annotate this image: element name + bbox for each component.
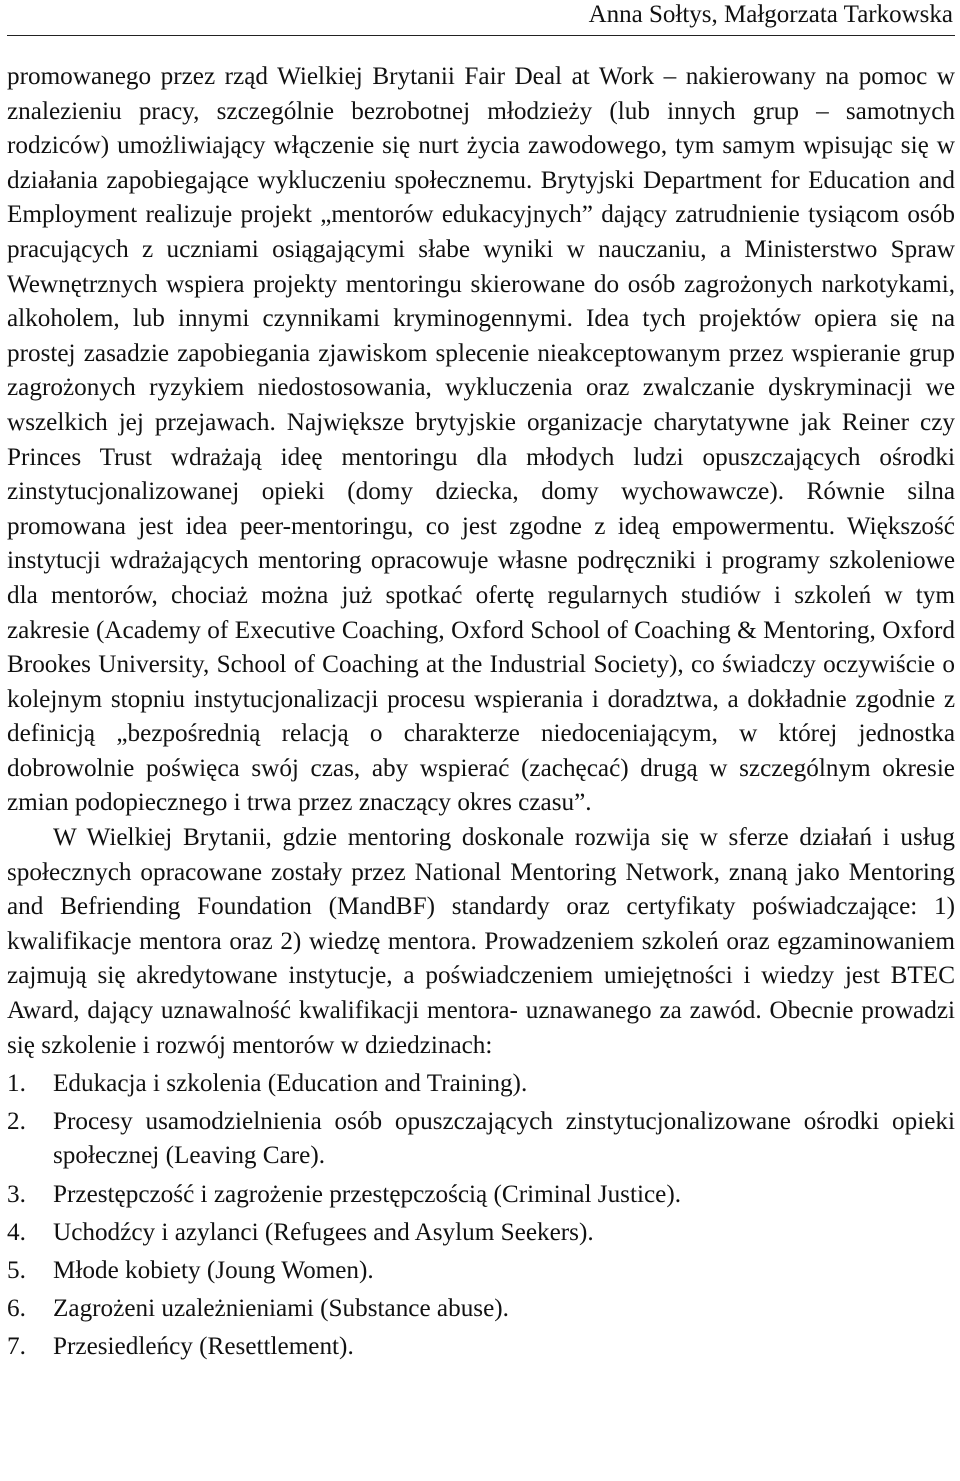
list-item: [7, 1330, 955, 1365]
list-item: [7, 1216, 955, 1251]
paragraph-continuation: promowanego przez rząd Wielkiej Brytanii Fair Deal at Work – nakierowany na pomoc w znalezieniu pracy, szczególnie bezrobotnej młodzieży (lub innych grup – samotnych rodziców) umożliwiający włączenie się nurt życia zawodowego, tym samym wpisując się w działania zapobiegające wykluczeniu społecznemu. Brytyjski Department for Education and Employment realizuje projekt „mentorów edukacyjnych” dający zatrudnienie tysiącom osób pracujących z uczniami osiągającymi słabe wyniki w nauczaniu, a Ministerstwo Spraw Wewnętrznych wspiera projekty mentoringu skierowane do osób zagrożonych narkotykami, alkoholem, lub innymi czynnikami kryminogennymi. Idea tych projektów opiera się na prostej zasadzie zapobiegania zjawiskom splecenie nieakceptowanym przez wspieranie grup zagrożonych ryzykiem niedostosowania, wykluczenia oraz zwalczanie dyskryminacji we wszelkich jej przejawach. Największe brytyjskie organizacje charytatywne jak Reiner czy Princes Trust wdrażają ideę mentoringu dla młodych ludzi opuszczających ośrodki zinstytucjonalizowanej opieki (domy dziecka, domy wychowawcze). Równie silna promowana jest idea peer-mentoringu, co jest zgodne z ideą empowermentu. Większość instytucji wdrażających mentoring opracowuje własne podręczniki i programy szkoleniowe dla mentorów, chociaż można już spotkać ofertę regularnych studiów i szkoleń w tym zakresie (Academy of Executive Coaching, Oxford School of Coaching & Mentoring, Oxford Brookes University, School of Coaching at the Industrial Society), co świadczy oczywiście o kolejnym stopniu instytucjonalizacji procesu wspierania i doradztwa, a dokładnie zgodnie z definicją „bezpośrednią relacją o charakterze niedoceniającym, w której jednostka dobrowolnie poświęca swój czas, aby wspierać (zachęcać) drugą w szczególnym okresie zmian podopiecznego i trwa przez znaczący okres czasu”.: [7, 63, 955, 817]
list-item-text: Przestępczość i zagrożenie przestępczością (Criminal Justice).: [53, 1180, 682, 1208]
list-item: [7, 1067, 955, 1102]
list-item: [7, 1292, 955, 1327]
list-item-text: Zagrożeni uzależnieniami (Substance abuse).: [53, 1294, 509, 1322]
list-item-text: Edukacja i szkolenia (Education and Training).: [53, 1069, 528, 1097]
paragraph-uk-mentoring: W Wielkiej Brytanii, gdzie mentoring doskonale rozwija się w sferze działań i usług społecznych opracowane zostały przez National Mentoring Network, znaną jako Mentoring and Befriending Foundation (MandBF) standardy oraz certyfikaty poświadczające: 1) kwalifikacje mentora oraz 2) wiedzę mentora. Prowadzeniem szkoleń oraz egzaminowaniem zajmują się akredytowane instytucje, a poświadczeniem umiejętności i wiedzy jest BTEC Award, dający uznawalność kwalifikacji mentora- uznawanego za zawód. Obecnie prowadzi się szkolenie i rozwój mentorów w dziedzinach:: [7, 824, 955, 1059]
list-item-number: 4.: [7, 1218, 26, 1246]
list-item-number: 7.: [7, 1332, 26, 1360]
mentoring-areas-list: [7, 1067, 955, 1365]
document-page: [7, 0, 955, 1364]
list-item-number: 3.: [7, 1180, 26, 1208]
list-item-number: 2.: [7, 1107, 26, 1135]
list-item-text: Młode kobiety (Joung Women).: [53, 1256, 374, 1284]
list-item-number: 1.: [7, 1069, 26, 1097]
list-item: [7, 1178, 955, 1213]
list-item-text: Procesy usamodzielnienia osób opuszczających zinstytucjonalizowane ośrodki opieki społecznej (Leaving Care).: [53, 1107, 955, 1170]
running-header: Anna Sołtys, Małgorzata Tarkowska: [7, 0, 955, 36]
list-item: [7, 1254, 955, 1289]
list-item-text: Przesiedleńcy (Resettlement).: [53, 1332, 354, 1360]
list-item: [7, 1105, 955, 1174]
list-item-text: Uchodźcy i azylanci (Refugees and Asylum Seekers).: [53, 1218, 594, 1246]
list-item-number: 5.: [7, 1256, 26, 1284]
list-item-number: 6.: [7, 1294, 26, 1322]
